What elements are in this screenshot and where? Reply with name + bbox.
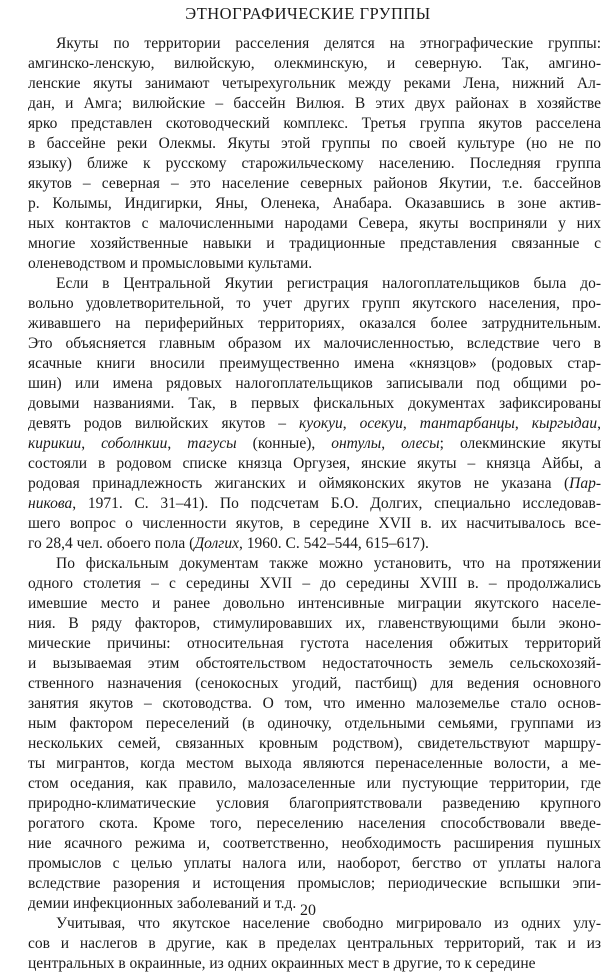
text-line	[28, 414, 601, 434]
text-line	[28, 634, 601, 654]
text-segment: состояли в родовом списке князца Оргузея, янские якуты – князца Айбы, а	[28, 455, 601, 472]
text-line	[28, 554, 601, 574]
text-line	[28, 94, 601, 114]
text-line	[28, 394, 601, 414]
text-line	[28, 834, 601, 854]
text-segment: нескольких семей, связанных кровным родством), свидетельствуют маршру-	[28, 735, 601, 752]
italic-text: Пар-	[569, 475, 601, 492]
text-segment: стом оседания, как правило, малозаселенные или пустующие территории, где	[28, 775, 601, 792]
italic-text: соболнкии	[101, 435, 168, 452]
text-segment: одного столетия – с середины XVII – до середины XVIII в. – продолжались	[28, 575, 601, 592]
text-line	[28, 674, 601, 694]
text-segment: ,	[597, 415, 602, 432]
text-line	[28, 74, 601, 94]
text-line	[28, 794, 601, 814]
text-line	[28, 334, 601, 354]
text-segment: дан, и Амга; вилюйские – бассейн Вилюя. В этих двух районах в хозяйстве	[28, 95, 601, 112]
text-line	[28, 494, 601, 514]
text-segment: Это объясняется главным образом их малочисленностью, вследствие чего в	[28, 335, 601, 352]
text-line	[28, 934, 601, 954]
text-segment: По фискальным документам также можно установить, что на протяжении	[56, 555, 601, 572]
text-line	[28, 434, 601, 454]
text-segment: имевшие место и ранее довольно интенсивные миграции якутского населе-	[28, 595, 601, 612]
text-segment: , 1960. С. 542–544, 615–617).	[238, 535, 429, 552]
text-segment: центральных в окраинные, из одних окраинных мест в другие, то к середине	[28, 955, 536, 972]
text-segment: якутов – северная – это население северных районов Якутии, т.е. бассейнов	[28, 175, 601, 192]
text-segment: демии инфекционных заболеваний и т.д.	[28, 895, 297, 912]
text-segment: ,	[167, 435, 188, 452]
text-line	[28, 294, 601, 314]
text-segment: ,	[81, 435, 102, 452]
text-segment: ленские якуты занимают четырехугольник между реками Лена, нижний Ал-	[28, 75, 601, 92]
text-segment: шин) или имена рядовых налогоплательщиков записывали под общими ро-	[28, 375, 601, 392]
text-segment: ,	[342, 415, 360, 432]
text-segment: мические причины: относительная густота населения обжитых территорий	[28, 635, 601, 652]
text-segment: ных контактов с малочисленными народами Севера, якуты восприняли у них	[28, 215, 601, 232]
running-head: ЭТНОГРАФИЧЕСКИЕ ГРУППЫ	[185, 4, 431, 23]
text-segment: ,	[402, 415, 420, 432]
text-segment: занятия якутов – скотоводства. О том, что именно малоземелье стало основ-	[28, 695, 601, 712]
text-segment: ты мигрантов, когда местом выхода являются перенаселенные волости, а ме-	[28, 755, 601, 772]
text-line	[28, 154, 601, 174]
text-line	[28, 574, 601, 594]
text-line	[28, 874, 601, 894]
text-segment: ,	[514, 415, 532, 432]
text-segment: девять родов вилюйских якутов –	[28, 415, 300, 432]
text-line	[28, 274, 601, 294]
text-line	[28, 314, 601, 334]
text-segment: ; олекминские якуты	[439, 435, 601, 452]
text-segment: ным фактором переселений (в одиночку, отдельными семьями, группами из	[28, 715, 601, 732]
text-segment: природно-климатические условия благоприятствовали разведению крупного	[28, 795, 601, 812]
text-line	[28, 714, 601, 734]
text-line	[28, 194, 601, 214]
text-segment: вольно удовлетворительной, то учет других групп якутского населения, про-	[28, 295, 601, 312]
italic-text: осекуи	[359, 415, 403, 432]
text-line	[28, 454, 601, 474]
text-segment: языку) ближе к русскому старожильческому населению. Последняя группа	[28, 155, 601, 172]
text-segment: Если в Центральной Якутии регистрация налогоплательщиков была до-	[56, 275, 601, 292]
text-line	[28, 514, 601, 534]
text-segment: Учитывая, что якутское население свободно мигрировало из одних улу-	[56, 915, 601, 932]
text-segment: вследствие разорения и истощения промыслов; периодические вспышки эпи-	[28, 875, 601, 892]
text-line	[28, 734, 601, 754]
text-segment: промыслов с целью уплаты налога или, наоборот, бегство от уплаты налога	[28, 855, 601, 872]
text-line	[28, 534, 601, 554]
text-line	[28, 594, 601, 614]
text-segment: ние ясачного режима и, соответственно, необходимость расширения пушных	[28, 835, 601, 852]
text-line	[28, 34, 601, 54]
text-segment: ясачные книги вносили преимущественно имена «князцов» (родовых стар-	[28, 355, 601, 372]
italic-text: никова	[28, 495, 73, 512]
italic-text: кирикии	[28, 435, 82, 452]
text-segment: , 1971. С. 31–41). По подсчетам Б.О. Долгих, специально исследовав-	[72, 495, 601, 512]
text-line	[28, 54, 601, 74]
italic-text: тагусы	[187, 435, 237, 452]
text-line	[28, 754, 601, 774]
text-line	[28, 614, 601, 634]
text-line	[28, 374, 601, 394]
page-number: 20	[300, 902, 316, 919]
text-segment: рогатого скота. Кроме того, переселению населения способствовали введе-	[28, 815, 601, 832]
italic-text: Долгих	[194, 535, 239, 552]
paragraph	[28, 554, 601, 914]
text-line	[28, 774, 601, 794]
text-segment: р. Колымы, Индигирки, Яны, Оленека, Анабара. Оказавшись в зоне актив-	[28, 195, 601, 212]
text-line	[28, 474, 601, 494]
italic-text: олесы	[401, 435, 440, 452]
italic-text: онтулы	[331, 435, 382, 452]
text-segment: шего вопрос о численности якутов, в середине XVII в. их насчитывалось все-	[28, 515, 601, 532]
text-segment: амгинско-ленскую, вилюйскую, олекминскую, и северную. Так, амгино-	[28, 55, 601, 72]
italic-text: куокуи	[299, 415, 343, 432]
text-line	[28, 694, 601, 714]
text-segment: живавшего на периферийных территориях, оказался более затруднительным.	[28, 315, 601, 332]
text-segment: ственного назначения (сенокосных угодий, пастбищ) для ведения основного	[28, 675, 601, 692]
text-segment: го 28,4 чел. обоего пола (	[28, 535, 195, 552]
text-line	[28, 854, 601, 874]
text-segment: в бассейне реки Олекмы. Якуты этой группы по своей культуре (но не по	[28, 135, 601, 152]
text-segment: ния. В ряду факторов, стимулировавших их, главенствующими были эконо-	[28, 615, 601, 632]
text-line	[28, 254, 601, 274]
text-line	[28, 134, 601, 154]
text-line	[28, 654, 601, 674]
text-segment: Якуты по территории расселения делятся на этнографические группы:	[56, 35, 601, 52]
body-text	[28, 34, 601, 974]
italic-text: тантарбанцы	[419, 415, 515, 432]
paragraph	[28, 274, 601, 554]
text-segment: ,	[381, 435, 402, 452]
text-segment: многие хозяйственные навыки и традиционные представления связанные с	[28, 235, 601, 252]
text-segment: довыми названиями. Так, в первых фискальных документах зафиксированы	[28, 395, 601, 412]
text-line	[28, 234, 601, 254]
text-line	[28, 114, 601, 134]
text-segment: ярко представлен скотоводческий комплекс. Третья группа якутов расселена	[28, 115, 601, 132]
paragraph	[28, 34, 601, 274]
text-segment: оленеводством и промысловыми культами.	[28, 255, 313, 272]
paragraph	[28, 914, 601, 974]
text-line	[28, 814, 601, 834]
text-segment: сов и наслегов в другие, как в пределах центральных территорий, так и из	[28, 935, 601, 952]
text-line	[28, 214, 601, 234]
text-segment: родовая принадлежность жиганских и оймяконских якутов не указана (	[28, 475, 570, 492]
text-line	[28, 954, 601, 974]
text-line	[28, 174, 601, 194]
italic-text: кыргыдаи	[531, 415, 598, 432]
text-segment: (конные),	[236, 435, 332, 452]
text-segment: и вызываемая этим обстоятельством недостаточность земель сельскохозяй-	[28, 655, 601, 672]
text-line	[28, 354, 601, 374]
